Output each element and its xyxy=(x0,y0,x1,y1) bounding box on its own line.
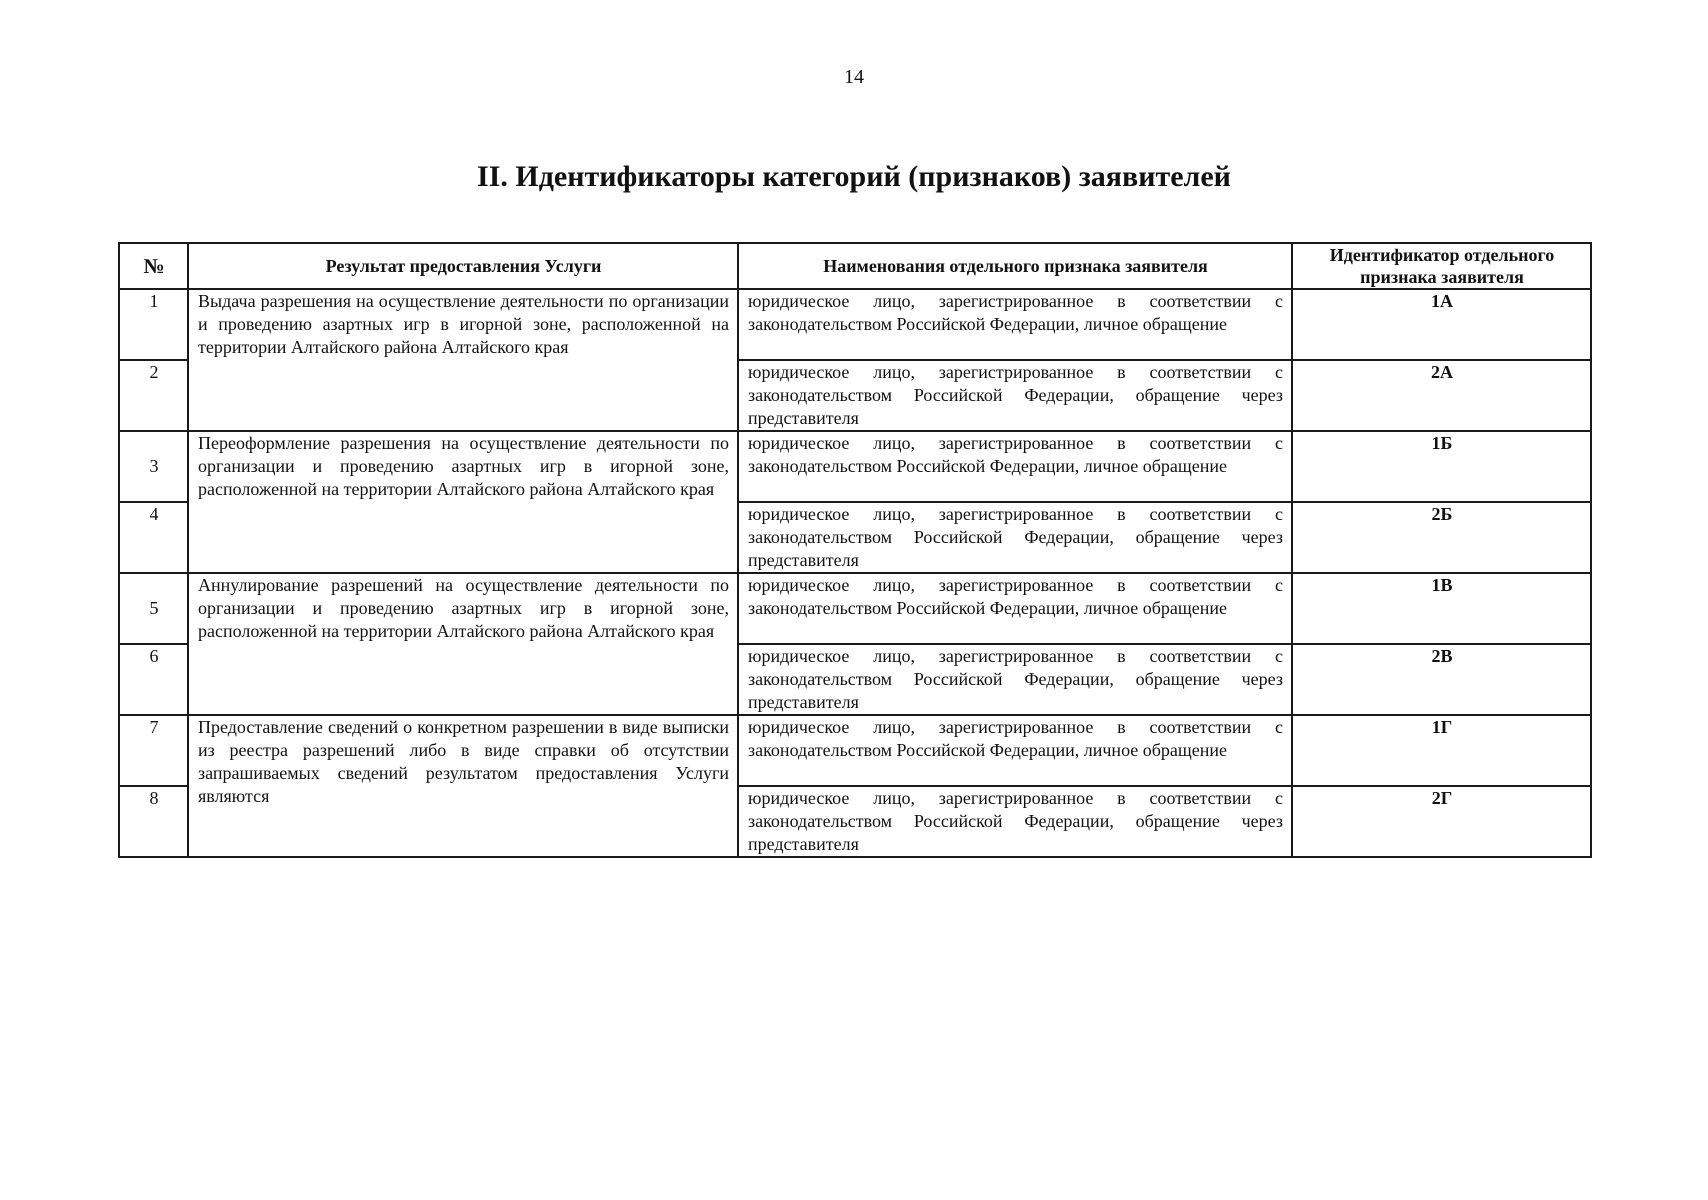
row-attribute: юридическое лицо, зарегистрированное в соответствии с законодательством Российской Федерации, обращение через представителя xyxy=(738,360,1292,431)
row-num: 2 xyxy=(119,360,188,431)
row-attribute: юридическое лицо, зарегистрированное в соответствии с законодательством Российской Федерации, личное обращение xyxy=(738,431,1292,502)
row-result: Выдача разрешения на осуществление деятельности по организации и проведению азартных игр в игорной зоне, расположенной на территории Алтайского района Алтайского края xyxy=(188,289,738,431)
row-num: 5 xyxy=(119,573,188,644)
row-attribute: юридическое лицо, зарегистрированное в соответствии с законодательством Российской Федерации, обращение через представителя xyxy=(738,786,1292,857)
section-title: II. Идентификаторы категорий (признаков) заявителей xyxy=(477,160,1231,193)
row-identifier: 1В xyxy=(1292,573,1591,644)
row-identifier: 2Г xyxy=(1292,786,1591,857)
row-num: 4 xyxy=(119,502,188,573)
row-identifier: 2Б xyxy=(1292,502,1591,573)
header-num: № xyxy=(119,243,188,289)
row-identifier: 2В xyxy=(1292,644,1591,715)
header-result: Результат предоставления Услуги xyxy=(188,243,738,289)
row-identifier: 1А xyxy=(1292,289,1591,360)
row-num: 3 xyxy=(119,431,188,502)
page-number: 14 xyxy=(844,66,864,88)
row-result: Переоформление разрешения на осуществление деятельности по организации и проведению азартных игр в игорной зоне, расположенной на территории Алтайского района Алтайского края xyxy=(188,431,738,573)
row-result: Аннулирование разрешений на осуществление деятельности по организации и проведению азартных игр в игорной зоне, расположенной на территории Алтайского района Алтайского края xyxy=(188,573,738,715)
row-num: 6 xyxy=(119,644,188,715)
row-attribute: юридическое лицо, зарегистрированное в соответствии с законодательством Российской Федерации, личное обращение xyxy=(738,289,1292,360)
header-attribute: Наименования отдельного признака заявителя xyxy=(738,243,1292,289)
row-identifier: 1Б xyxy=(1292,431,1591,502)
row-attribute: юридическое лицо, зарегистрированное в соответствии с законодательством Российской Федерации, обращение через представителя xyxy=(738,502,1292,573)
header-identifier: Идентификатор отдельного признака заявителя xyxy=(1292,243,1591,289)
row-attribute: юридическое лицо, зарегистрированное в соответствии с законодательством Российской Федерации, обращение через представителя xyxy=(738,644,1292,715)
table-row xyxy=(119,715,1591,786)
row-num: 7 xyxy=(119,715,188,786)
row-attribute: юридическое лицо, зарегистрированное в соответствии с законодательством Российской Федерации, личное обращение xyxy=(738,573,1292,644)
table-header-row xyxy=(119,243,1591,289)
row-identifier: 1Г xyxy=(1292,715,1591,786)
row-attribute: юридическое лицо, зарегистрированное в соответствии с законодательством Российской Федерации, личное обращение xyxy=(738,715,1292,786)
row-result: Предоставление сведений о конкретном разрешении в виде выписки из реестра разрешений либо в виде справки об отсутствии запрашиваемых сведений результатом предоставления Услуги являются xyxy=(188,715,738,857)
row-identifier: 2А xyxy=(1292,360,1591,431)
table-row xyxy=(119,289,1591,360)
table-row xyxy=(119,573,1591,644)
applicant-identifiers-table xyxy=(118,242,1592,858)
row-num: 1 xyxy=(119,289,188,360)
row-num: 8 xyxy=(119,786,188,857)
table-row xyxy=(119,431,1591,502)
